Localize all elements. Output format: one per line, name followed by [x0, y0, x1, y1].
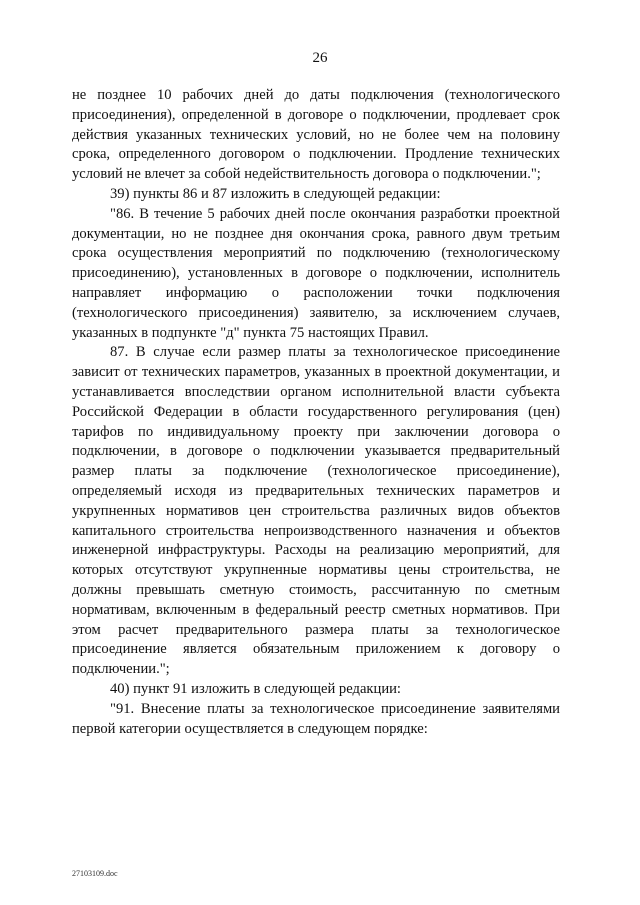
footer-file-name: 27103109.doc: [72, 869, 118, 878]
paragraph-clause-91: "91. Внесение платы за технологическое присоединение заявителями первой категории осуществляется в следующем порядке:: [72, 700, 560, 737]
page-number: 26: [312, 50, 328, 66]
paragraph-item-40: 40) пункт 91 изложить в следующей редакции:: [110, 680, 401, 697]
paragraph-clause-86: "86. В течение 5 рабочих дней после окончания разработки проектной документации, но не позднее дня окончания срока, равного двум третьим срока осуществления мероприятий по подключению (технологическому присоединению), установленных в договоре о подключении, исполнитель направляет информацию о расположении точки подключения (технологического присоединения) заявителю, за исключением случаев, указанных в подпункте "д" пункта 75 настоящих Правил.: [72, 205, 560, 341]
paragraph-clause-87: 87. В случае если размер платы за технологическое присоединение зависит от технических параметров, указанных в проектной документации, и устанавливается впоследствии органом исполнительной власти субъекта Российской Федерации в области государственного регулирования (цен) тарифов по индивидуальному проекту при заключении договора о подключении, в договоре о подключении указывается предварительный размер платы за подключение (технологическое присоединение), определяемый исходя из предварительных технических параметров и укрупненных нормативов цен строительства различных видов объектов капитального строительства непроизводственного назначения и объектов инженерной инфраструктуры. Расходы на реализацию мероприятий, для которых отсутствуют укрупненные нормативы цены строительства, не должны превышать сметную стоимость, рассчитанную по сметным нормативам, включенным в федеральный реестр сметных нормативов. При этом расчет предварительного размера платы за технологическое присоединение является обязательным приложением к договору о подключении.";: [72, 344, 560, 678]
paragraph-item-39: 39) пункты 86 и 87 изложить в следующей редакции:: [110, 185, 441, 202]
paragraph-continuation: не позднее 10 рабочих дней до даты подключения (технологического присоединения), определенной в договоре о подключении, продлевает срок действия указанных технических условий, но не более чем на половину срока, определенного договором о подключении. Продление технических условий не влечет за собой недействительность договора о подключении.";: [72, 87, 560, 183]
document-body: [72, 86, 560, 739]
